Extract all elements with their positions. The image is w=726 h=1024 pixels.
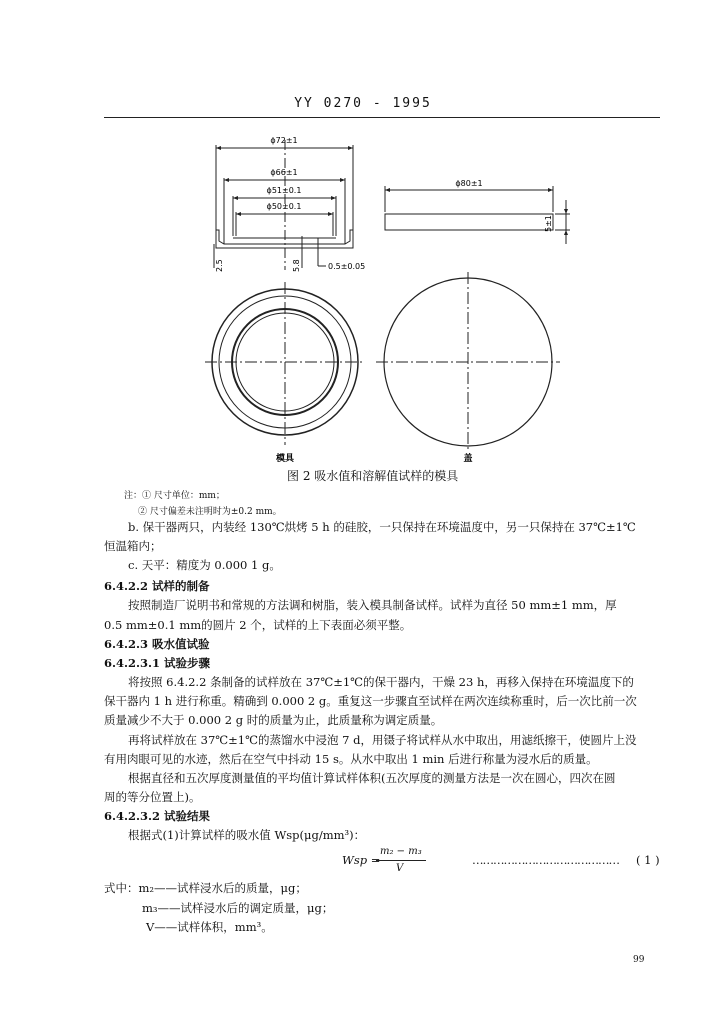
- dim-5-8: 5.8: [292, 259, 301, 272]
- dim-51: ϕ51±0.1: [266, 186, 302, 195]
- lid-section: [385, 214, 553, 230]
- para-6422-line2: 0.5 mm±0.1 mm的圆片 2 个，试样的上下表面必须平整。: [104, 618, 412, 632]
- dim-80: ϕ80±1: [455, 179, 483, 188]
- heading-6-4-2-3-1: 6.4.2.3.1 试验步骤: [104, 656, 211, 670]
- dim-66: ϕ66±1: [270, 168, 298, 177]
- formula-lhs: Wsp =: [342, 853, 381, 867]
- label-lid: 盖: [463, 454, 473, 464]
- heading-6-4-2-3: 6.4.2.3 吸水值试验: [104, 637, 210, 651]
- label-mold: 模具: [275, 454, 295, 464]
- dim-thickness: 0.5±0.05: [328, 262, 366, 271]
- para2-line1: 再将试样放在 37℃±1℃的蒸馏水中浸泡 7 d，用镊子将试样从水中取出，用滤纸擦干，使圆片上没: [128, 733, 637, 747]
- formula-denominator: V: [396, 863, 404, 874]
- document-header: YY 0270 - 1995: [294, 96, 432, 111]
- where-line2: m₃——试样浸水后的调定质量，μg；: [142, 901, 334, 915]
- para2-line2: 有用肉眼可见的水迹，然后在空气中抖动 15 s。从水中取出 1 min 后进行称量为浸水后的质量。: [104, 752, 598, 766]
- mold-figure: [0, 0, 726, 470]
- formula-fraction-bar: [376, 860, 426, 861]
- para1-line2: 保干器内 1 h 进行称重。精确到 0.000 2 g。重复这一步骤直至试样在两次连续称重时，后一次比前一次: [104, 694, 637, 708]
- formula-leader: ……………………………………: [472, 853, 619, 867]
- formula-number: ( 1 ): [636, 853, 660, 867]
- para3-line2: 周的等分位置上)。: [104, 790, 201, 804]
- dim-50: ϕ50±0.1: [266, 202, 302, 211]
- item-b-line1: b. 保干器两只，内装经 130℃烘烤 5 h 的硅胶，一只保持在环境温度中，另一只保持在 37℃±1℃: [128, 520, 636, 534]
- note-2: ② 尺寸偏差未注明时为±0.2 mm。: [138, 507, 282, 517]
- note-1: 注：① 尺寸单位：mm；: [124, 491, 225, 501]
- para1-line3: 质量减少不大于 0.000 2 g 时的质量为止，此质量称为调定质量。: [104, 713, 443, 727]
- figure-caption: 图 2 吸水值和溶解值试样的模具: [287, 469, 459, 483]
- dim-lid-height: 5±1: [544, 215, 553, 232]
- where-line3: V——试样体积，mm³。: [146, 920, 273, 934]
- page-number: 99: [633, 955, 645, 965]
- where-line1: 式中：m₂——试样浸水后的质量，μg；: [104, 881, 307, 895]
- item-b-line2: 恒温箱内；: [104, 539, 162, 553]
- heading-6-4-2-3-2: 6.4.2.3.2 试验结果: [104, 809, 211, 823]
- para-6422-line1: 按照制造厂说明书和常规的方法调和树脂，装入模具制备试样。试样为直径 50 mm±1 mm，厚: [128, 598, 617, 612]
- heading-6-4-2-2: 6.4.2.2 试样的制备: [104, 579, 210, 593]
- para3-line1: 根据直径和五次厚度测量值的平均值计算试样体积(五次厚度的测量方法是一次在圆心，四次在圆: [128, 771, 616, 785]
- item-c: c. 天平：精度为 0.000 1 g。: [128, 558, 281, 572]
- para1-line1: 将按照 6.4.2.2 条制备的试样放在 37℃±1℃的保干器内，干燥 23 h，再移入保持在环境温度下的: [128, 675, 634, 689]
- dim-2-5: 2.5: [215, 259, 224, 272]
- dim-outer-diameter: ϕ72±1: [270, 136, 298, 145]
- para4: 根据式(1)计算试样的吸水值 Wsp(μg/mm³)：: [128, 828, 366, 842]
- formula-numerator: m₂ − m₃: [380, 846, 422, 857]
